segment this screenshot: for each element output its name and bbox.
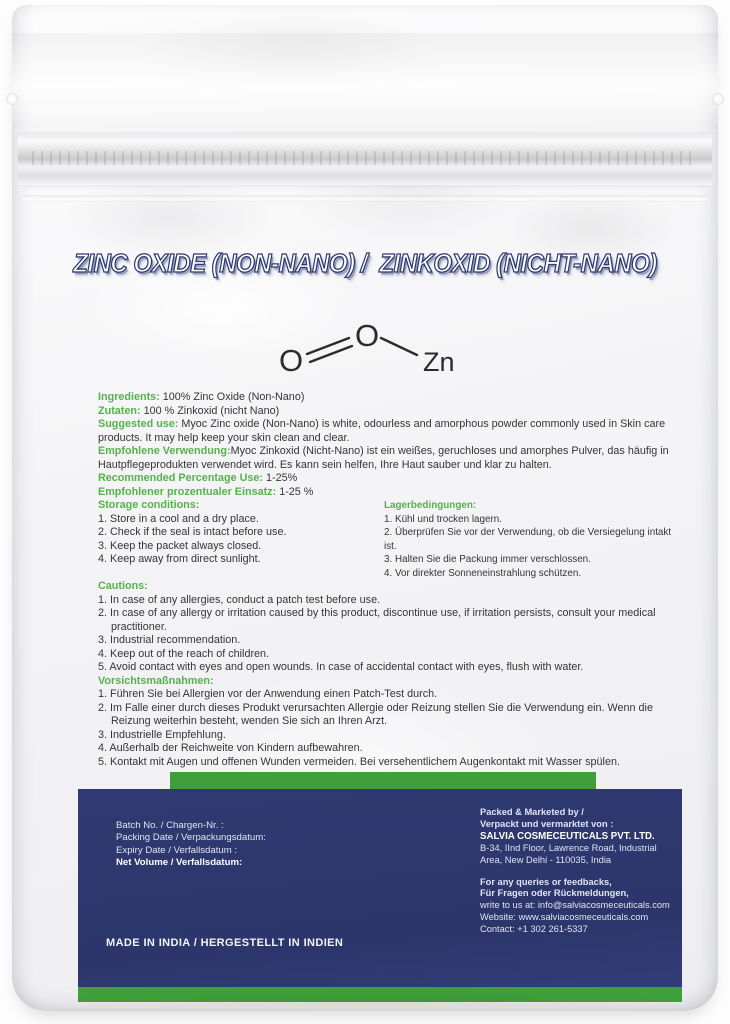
- green-accent-bar-top: [170, 772, 596, 790]
- verwendung-label: Empfohlene Verwendung:: [98, 445, 231, 457]
- made-in-label: MADE IN INDIA / HERGESTELLT IN INDIEN: [106, 937, 344, 949]
- atom-oxygen-1: O: [279, 343, 304, 378]
- storage-de-item: 2. Überprüfen Sie vor der Verwendung, ob die Versiegelung intakt ist.: [384, 527, 672, 552]
- storage-en-item: 4. Keep away from direct sunlight.: [98, 553, 261, 565]
- heat-seal-ridge: [22, 195, 708, 202]
- zip-seal: [18, 133, 712, 185]
- storage-de-item: 4. Vor direkter Sonneneinstrahlung schützen.: [384, 567, 582, 579]
- caution-item: 3. Industrial recommendation.: [98, 634, 241, 646]
- storage-de-heading: Lagerbedingungen:: [384, 500, 477, 511]
- zutaten-value: 100 % Zinkoxid (nicht Nano): [143, 404, 280, 417]
- tear-notch-right: [712, 93, 724, 105]
- contact-email: write to us at: info@salviacosmeceuticals.com: [480, 900, 670, 911]
- storage-en-heading: Storage conditions:: [98, 499, 200, 511]
- website-url: Website: www.salviacosmeceuticals.com: [480, 912, 649, 923]
- caution-item: 4. Keep out of the reach of children.: [98, 647, 270, 660]
- caution-item: 5. Avoid contact with eyes and open wounds. In case of accidental contact with eyes, flush with water.: [98, 661, 584, 673]
- atom-oxygen-2: O: [355, 318, 380, 353]
- product-pouch: [12, 5, 718, 1011]
- ingredients-line: [98, 391, 676, 405]
- packing-date-field: Packing Date / Verpackungsdatum:: [116, 832, 266, 844]
- label-text-block: [98, 391, 676, 769]
- vorsicht-item: 3. Industrielle Empfehlung.: [98, 728, 226, 741]
- storage-conditions-de: [384, 499, 676, 580]
- einsatz-label: Empfohlener prozentualer Einsatz:: [98, 485, 277, 498]
- storage-en-item: 1. Store in a cool and a dry place.: [98, 512, 259, 525]
- einsatz-line: [98, 486, 676, 500]
- contact-phone: Contact: +1 302 261-5337: [480, 924, 588, 935]
- net-volume-field: Net Volume / Verfallsdatum:: [116, 857, 243, 869]
- vorsicht-heading: Vorsichtsmaßnahmen:: [98, 674, 214, 687]
- pouch-bottom-gusset: [52, 991, 678, 1009]
- zinc-oxide-structure-diagram: [267, 313, 463, 379]
- vorsicht-item: 4. Außerhalb der Reichweite von Kindern aufbewahren.: [98, 742, 363, 754]
- caution-item: 1. In case of any allergies, conduct a patch test before use.: [98, 593, 381, 606]
- company-name: SALVIA COSMECEUTICALS PVT. LTD.: [480, 830, 655, 842]
- queries-line-de: Für Fragen oder Rückmeldungen,: [480, 888, 629, 899]
- company-address-line2: Area, New Delhi - 110035, India: [480, 854, 612, 865]
- storage-de-item: 3. Halten Sie die Packung immer verschlossen.: [384, 554, 591, 565]
- product-title: ZINC OXIDE (NON-NANO) / ZINKOXID (NICHT-NANO): [73, 248, 657, 278]
- queries-line-en: For any queries or feedbacks,: [480, 876, 612, 887]
- verwendung-line: [98, 445, 676, 472]
- ingredients-value: 100% Zinc Oxide (Non-Nano): [162, 391, 305, 403]
- batch-fields: [116, 820, 266, 870]
- suggested-use-value: Myoc Zinc oxide (Non-Nano) is white, odourless and amorphous powder commonly used in Skin care products. It may help keep your skin clean and clear.: [98, 418, 666, 444]
- storage-de-item: 1. Kühl und trocken lagern.: [384, 513, 503, 525]
- percentage-value: 1-25%: [266, 472, 298, 484]
- caution-item: 2. In case of any allergy or irritation caused by this product, discontinue use, if irritation persists, consult your medical practitioner.: [98, 607, 656, 633]
- percentage-label: Recommended Percentage Use:: [98, 472, 264, 484]
- zutaten-label: Zutaten:: [98, 404, 141, 417]
- einsatz-value: 1-25 %: [279, 485, 314, 498]
- storage-columns: [98, 499, 676, 580]
- suggested-use-label: Suggested use:: [98, 418, 179, 430]
- ingredients-label: Ingredients:: [98, 391, 160, 403]
- packed-by-line-de: Verpackt und vermarktet von :: [480, 818, 614, 829]
- pouch-top-seal-strip: [12, 33, 718, 129]
- zutaten-line: [98, 405, 676, 419]
- suggested-use-line: [98, 418, 676, 445]
- packed-by-line-en: Packed & Marketed by /: [480, 807, 584, 817]
- percentage-line: [98, 472, 676, 486]
- company-info: [480, 807, 680, 936]
- info-panel: [78, 789, 682, 987]
- storage-en-item: 3. Keep the packet always closed.: [98, 539, 262, 552]
- storage-en-item: 2. Check if the seal is intact before use.: [98, 526, 287, 538]
- storage-conditions-en: [98, 499, 384, 580]
- vorsicht-item: 5. Kontakt mit Augen und offenen Wunden vermeiden. Bei versehentlichem Augenkontakt mit Wasser spülen.: [98, 755, 620, 768]
- verwendung-value: Myoc Zinkoxid (Nicht-Nano) ist ein weißes, geruchloses und amorphes Pulver, das häufig in Hautpflegeprodukten verwendet wird. Es kann sein helfen, Ihre Haut sauber und klar zu halten.: [98, 445, 669, 471]
- batch-no-field: Batch No. / Chargen-Nr. :: [116, 820, 224, 831]
- company-address-line1: B-34, IInd Floor, Lawrence Road, Industrial: [480, 842, 657, 853]
- vorsicht-item: 1. Führen Sie bei Allergien vor der Anwendung einen Patch-Test durch.: [98, 688, 438, 700]
- expiry-date-field: Expiry Date / Verfallsdatum :: [116, 844, 238, 856]
- atom-zinc: Zn: [423, 347, 455, 377]
- vorsicht-item: 2. Im Falle einer durch dieses Produkt verursachten Allergie oder Reizung stellen Sie die Verwendung ein. Wenn die Reizung weiterhin besteht, wenden Sie sich an Ihren Arzt.: [98, 701, 653, 727]
- tear-notch-left: [6, 93, 18, 105]
- cautions-heading: Cautions:: [98, 580, 148, 592]
